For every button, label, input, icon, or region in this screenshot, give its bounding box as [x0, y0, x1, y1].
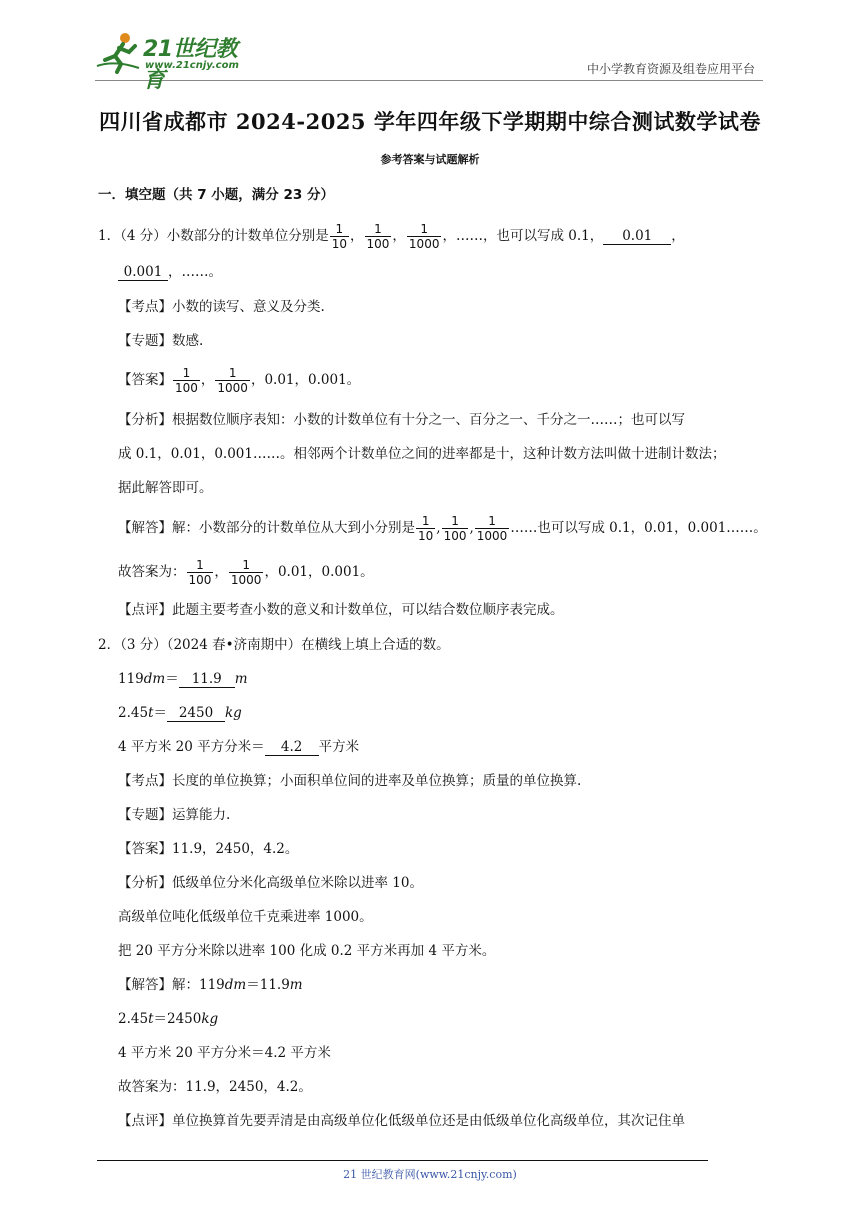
q1-zhuanti: 【专题】数感. [118, 333, 204, 349]
q2-jieda-2: 2.45t＝2450kg [118, 1011, 219, 1027]
logo [95, 30, 255, 93]
footer-divider [97, 1160, 708, 1161]
answer-blank: 0.01 [603, 228, 671, 245]
q1-dianping: 【点评】此题主要考查小数的意义和计数单位，可以结合数位顺序表完成。 [118, 602, 564, 618]
q2-item-1: 119dm＝ 11.9 m [118, 671, 248, 687]
fraction: $\frac{1}{10}$ [418, 514, 434, 543]
q2-daan: 【答案】11.9，2450，4.2。 [118, 841, 299, 857]
fraction: $\frac{1}{100}$ [175, 366, 198, 395]
fraction: $\frac{1}{1000}$ [217, 366, 248, 395]
logo-text: 21世纪教育 [143, 37, 238, 93]
q2-kaodian: 【考点】长度的单位换算；小面积单位间的进率及单位换算；质量的单位换算. [118, 773, 582, 789]
q2-fenxi-2: 高级单位吨化低级单位千克乘进率 1000。 [118, 909, 373, 925]
fraction: $\frac{1}{100}$ [366, 222, 390, 251]
q1-fenxi-2: 成 0.1，0.01，0.001……。相邻两个计数单位之间的进率都是十，这种计数方法叫做十进制计数法； [118, 446, 726, 462]
runner-logo-icon [95, 30, 143, 74]
q2-guda: 故答案为：11.9，2450，4.2。 [118, 1079, 312, 1095]
answer-blank: 2450 [167, 705, 225, 722]
answer-blank: 4.2 [265, 739, 319, 756]
q2-jieda-1: 【解答】解：119dm＝11.9m [118, 977, 303, 993]
answer-blank: 11.9 [179, 671, 235, 688]
q1-guda: 故答案为： $\frac{1}{100}$ ， $\frac{1}{1000}$ ，0.01，0.001。 [118, 558, 374, 587]
fraction: $\frac{1}{10}$ [331, 222, 348, 251]
q2-stem: 2．（3 分）（2024 春•济南期中）在横线上填上合适的数。 [98, 637, 450, 653]
q2-zhuanti: 【专题】运算能力. [118, 807, 231, 823]
fraction: $\frac{1}{100}$ [188, 558, 212, 587]
q2-item-2: 2.45t＝ 2450 kg [118, 705, 242, 721]
page-subtitle: 参考答案与试题解析 [380, 153, 480, 166]
section-heading: 一．填空题（共 7 小题，满分 23 分） [98, 187, 334, 203]
footer-link[interactable]: 21 世纪教育网(www.21cnjy.com) [343, 1168, 517, 1181]
fraction: $\frac{1}{1000}$ [408, 222, 440, 251]
q2-fenxi-1: 【分析】低级单位分米化高级单位米除以进率 10。 [118, 875, 423, 891]
answer-blank: 0.001 [118, 264, 168, 281]
q1-fenxi-3: 据此解答即可。 [118, 480, 213, 496]
platform-name: 中小学教育资源及组卷应用平台 [586, 62, 755, 76]
fraction: $\frac{1}{1000}$ [230, 558, 262, 587]
page-title: 四川省成都市 2024-2025 学年四年级下学期期中综合测试数学试卷 [99, 109, 761, 134]
q1-stem-cont: 0.001 ，……。 [118, 262, 222, 282]
q1-jieda: 【解答】解：小数部分的计数单位从大到小分别是 $\frac{1}{10}$ , $\frac{1}{100}$ , $\frac{1}{1000}$ ……也可以写成 0.1，0.01，0.001……。 [118, 514, 767, 543]
q1-stem-text-a: 1．（4 分）小数部分的计数单位分别是 [98, 228, 329, 244]
q1-daan: 【答案】 $\frac{1}{100}$ ， $\frac{1}{1000}$ ，0.01，0.001。 [118, 366, 361, 395]
logo-url: www.21cnjy.com [145, 60, 239, 71]
q1-fenxi-1: 【分析】根据数位顺序表知：小数的计数单位有十分之一、百分之一、千分之一……；也可以写 [118, 412, 685, 428]
q2-dianping: 【点评】单位换算首先要弄清是由高级单位化低级单位还是由低级单位化高级单位，其次记住单 [118, 1113, 685, 1129]
q2-jieda-3: 4 平方米 20 平方分米＝4.2 平方米 [118, 1045, 331, 1061]
q1-stem: 1．（4 分）小数部分的计数单位分别是 $\frac{1}{10}$ ， $\frac{1}{100}$ ， $\frac{1}{1000}$ ，……，也可以写成 0.1， 0.01 ， [98, 222, 685, 251]
page-header [95, 30, 763, 93]
fraction: $\frac{1}{100}$ [443, 514, 467, 543]
q1-stem-text-b: ，……，也可以写成 0.1， [442, 228, 604, 244]
q2-fenxi-3: 把 20 平方分米除以进率 100 化成 0.2 平方米再加 4 平方米。 [118, 943, 496, 959]
q2-item-3: 4 平方米 20 平方分米＝ 4.2 平方米 [118, 739, 360, 755]
q1-kaodian: 【考点】小数的读写、意义及分类. [118, 299, 325, 315]
fraction: $\frac{1}{1000}$ [476, 514, 508, 543]
